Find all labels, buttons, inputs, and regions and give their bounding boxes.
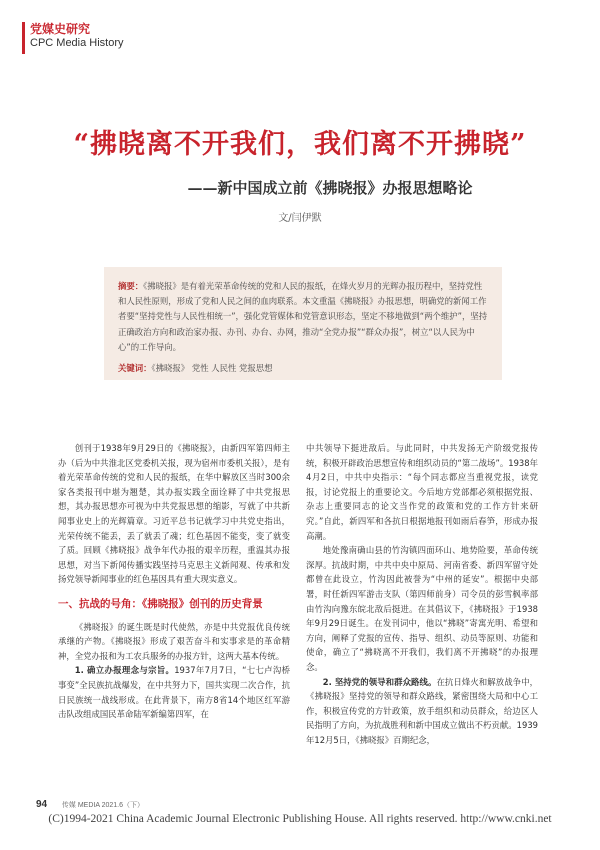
column-name-cn: 党媒史研究 [30,22,91,36]
keywords [118,362,490,374]
article-subtitle: ——新中国成立前《拂晓报》办报思想略论 [187,179,473,197]
publication-info: 传媒 MEDIA 2021.6（下） [61,802,144,809]
header-accent-bar [22,22,25,54]
page-number: 94 [36,799,48,810]
abstract-label: 摘要： [118,281,144,291]
column-name-en: CPC Media History [30,37,124,49]
paragraph-text: 在抗日烽火和解放战争中，《拂晓报》坚持党的领导和群众路线，紧密围绕大局和中心工作，积极宣传党的方针政策，放手组织和动员群众，给边区人民指明了方向，为抗战胜利和新中国成立做出不朽贡献。1939年12月5日，《拂晓报》百期纪念， [306,676,538,745]
abstract-text: 《拂晓报》是有着光荣革命传统的党和人民的报纸，在烽火岁月的光辉办报历程中，坚持党性和人民性原则，形成了党和人民之间的血肉联系。本文重温《拂晓报》办报思想，明确党的新闻工作者要“坚持党性与人民性相统一”，强化党管媒体和党管意识形态，坚定不移地做到“两个维护”，坚持正确政治方向和政治家办报、办刊、办台、办网，推动“全党办报”“群众办报”，树立“以人民为中心”的工作导向。 [118,281,488,352]
paragraph-text: 1937年7月7日，“七七卢沟桥事变”全民族抗战爆发，在中共努力下，国共实现二次合作，抗日民族统一战线形成。在此背景下，南方8省14个地区红军游击队改组成国民革命陆军新编第四军，在 [58,665,290,720]
keywords-text: 《拂晓报》 党性 人民性 党报思想 [151,363,273,373]
copyright-notice: (C)1994-2021 China Academic Journal Electronic Publishing House. All rights reserved. http://www.cnki.net [48,813,552,825]
body-paragraph: 地处豫南确山县的竹沟镇四面环山、地势险要，革命传统深厚。抗战时期，中共中央中原局、河南省委、新四军留守处都曾在此设立，竹沟因此被誉为“中州的延安”。根据中央部署，时任新四军游击支队（第四师前身）司令员的彭雪枫率部由竹沟向豫东皖北敌后挺进。在其倡议下，《拂晓报》于1938年9月29日诞生。在发刊词中，他以“拂晓”寄寓光明、希望和方向，阐释了党报的宣传、指导、组织、动员等原则、功能和使命，确立了“拂晓离不开我们，我们离不开拂晓”的办报理念。 [306,545,538,672]
body-right-column [306,441,538,747]
page-footer [36,799,144,810]
body-paragraph: 《拂晓报》的诞生既是时代使然，亦是中共党报优良传统承继的产物。《拂晓报》形成了艰苦奋斗和实事求是的革命精神，全党办报和为工农兵服务的办报方针，这两大基本传统。 [58,621,290,661]
subsection-heading: 1. 确立办报理念与宗旨。 [74,665,175,676]
keywords-label: 关键词： [118,363,152,373]
article-author: 文/闫伊默 [278,213,322,224]
body-left-column [58,441,290,722]
article-title: “拂晓离不开我们，我们离不开拂晓” [73,129,527,160]
abstract [118,279,490,355]
subsection-heading: 2. 坚持党的领导和群众路线。 [322,676,437,687]
body-paragraph: 创刊于1938年9月29日的《拂晓报》，由新四军第四师主办（后为中共淮北区党委机关报，现为宿州市委机关报），是有着光荣革命传统的党和人民的报纸，在华中解放区当时300余家各类报刊中堪为翘楚，其办报实践全面诠释了中共党报思想，其办报思想亦可视为中共党报思想的缩影，写就了中共新闻事业史上的光辉篇章。习近平总书记就学习中共党史指出，光荣传统不能丢，丢了就丢了魂；红色基因不能变，变了就变了质。回顾《拂晓报》战争年代办报的艰辛历程，重温其办报思想，对当下新闻传播实践坚持马克思主义新闻观、传承和发扬党领导新闻事业的红色基因具有重大现实意义。 [58,443,290,585]
body-paragraph [306,675,538,748]
body-paragraph [58,663,290,721]
body-paragraph: 中共领导下挺进敌后。与此同时，中共发扬无产阶级党报传统，积极开辟政治思想宣传和组织动员的“第二战场”。1938年4月2日，中共中央指示：“每个同志都应当重视党报，读党报，讨论党报上的重要论文。今后地方党部都必须根据党报、杂志上重要同志的论文当作党的政策和党的工作方针来研究。”自此，新四军和各抗日根据地报刊如雨后春笋，形成办报高潮。 [306,443,538,541]
section-heading: 一、抗战的号角：《拂晓报》创刊的历史背景 [58,597,263,610]
